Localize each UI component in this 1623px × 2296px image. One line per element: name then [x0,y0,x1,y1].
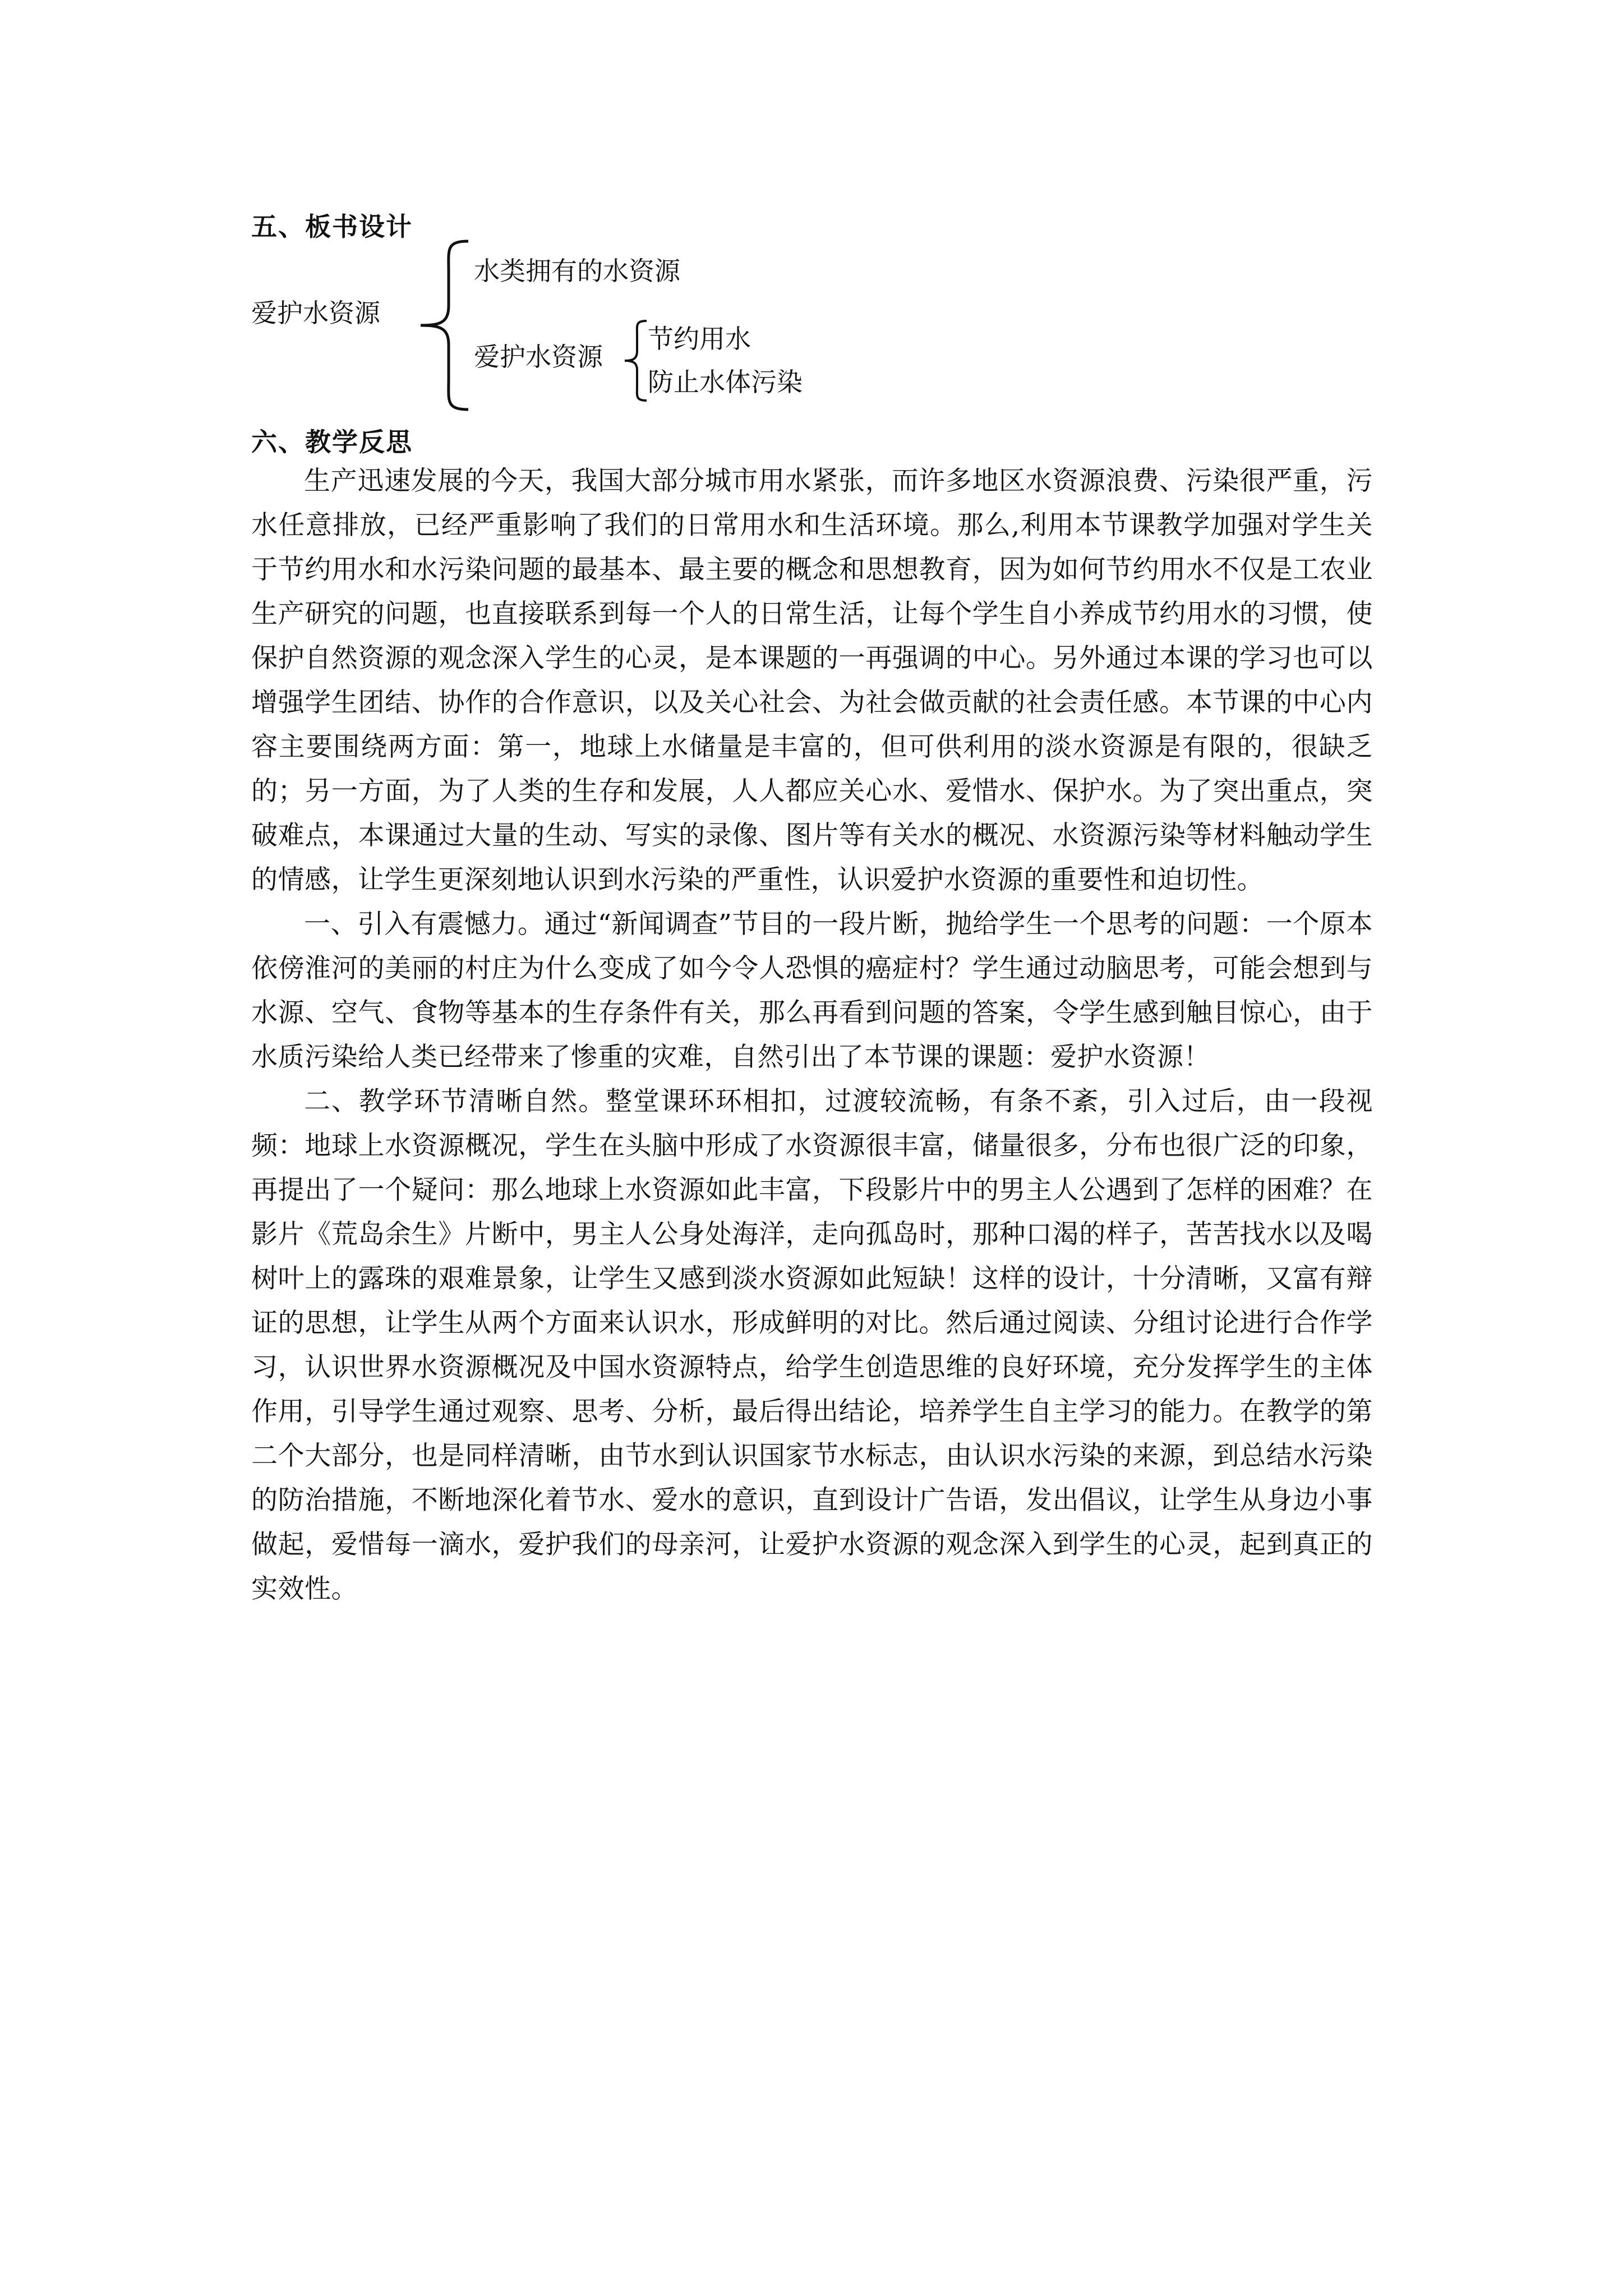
reflection-paragraph-2: 一、引入有震憾力。通过“新闻调查”节目的一段片断，抛给学生一个思考的问题：一个原本依傍淮河的美丽的村庄为什么变成了如今令人恐惧的癌症村？学生通过动脑思考，可能会想到与水源、空气、食物等基本的生存条件有关，那么再看到问题的答案，令学生感到触目惊心，由于水质污染给人类已经带来了惨重的灾难，自然引出了本节课的课题：爱护水资源！ [251,909,1373,1073]
inner-brace [621,319,649,403]
board-branch2: 爱护水资源 [474,342,603,372]
board-branch1: 水类拥有的水资源 [474,256,680,286]
reflection-paragraph-1: 生产迅速发展的今天，我国大部分城市用水紧张，而许多地区水资源浪费、污染很严重，污水任意排放，已经严重影响了我们的日常用水和生活环境。那么,利用本节课教学加强对学生关于节约用水和水污染问题的最基本、最主要的概念和思想教育，因为如何节约用水不仅是工农业生产研究的问题，也直接联系到每一个人的日常生活，让每个学生自小养成节约用水的习惯，使保护自然资源的观念深入学生的心灵，是本课题的一再强调的中心。另外通过本课的学习也可以增强学生团结、协作的合作意识，以及关心社会、为社会做贡献的社会责任感。本节课的中心内容主要围绕两方面：第一，地球上水储量是丰富的，但可供利用的淡水资源是有限的，很缺乏的；另一方面，为了人类的生存和发展，人人都应关心水、爱惜水、保护水。为了突出重点，突破难点，本课通过大量的生动、写实的录像、图片等有关水的概况、水资源污染等材料触动学生的情感，让学生更深刻地认识到水污染的严重性，认识爱护水资源的重要性和迫切性。 [251,466,1373,895]
reflection-paragraph-3: 二、教学环节清晰自然。整堂课环环相扣，过渡较流畅，有条不紊，引入过后，由一段视频：地球上水资源概况，学生在头脑中形成了水资源很丰富，储量很多，分布也很广泛的印象，再提出了一个疑问：那么地球上水资源如此丰富，下段影片中的男主人公遇到了怎样的困难？在影片《荒岛余生》片断中，男主人公身处海洋，走向孤岛时，那种口渴的样子，苦苦找水以及喝树叶上的露珠的艰难景象，让学生又感到淡水资源如此短缺！这样的设计，十分清晰，又富有辩证的思想，让学生从两个方面来认识水，形成鲜明的对比。然后通过阅读、分组讨论进行合作学习，认识世界水资源概况及中国水资源特点，给学生创造思维的良好环境，充分发挥学生的主体作用，引导学生通过观察、思考、分析，最后得出结论，培养学生自主学习的能力。在教学的第二个大部分，也是同样清晰，由节水到认识国家节水标志，由认识水污染的来源，到总结水污染的防治措施，不断地深化着节水、爱水的意识，直到设计广告语，发出倡议，让学生从身边小事做起，爱惜每一滴水，爱护我们的母亲河，让爱护水资源的观念深入到学生的心灵，起到真正的实效性。 [251,1086,1373,1604]
outer-brace [415,238,471,412]
section6-heading: 六、教学反思 [251,427,413,457]
board-sub2: 防止水体污染 [648,367,803,397]
board-root-label: 爱护水资源 [251,298,380,328]
board-sub1: 节约用水 [648,324,751,354]
reflection-body [251,459,1373,1611]
section5-heading: 五、板书设计 [251,211,413,242]
